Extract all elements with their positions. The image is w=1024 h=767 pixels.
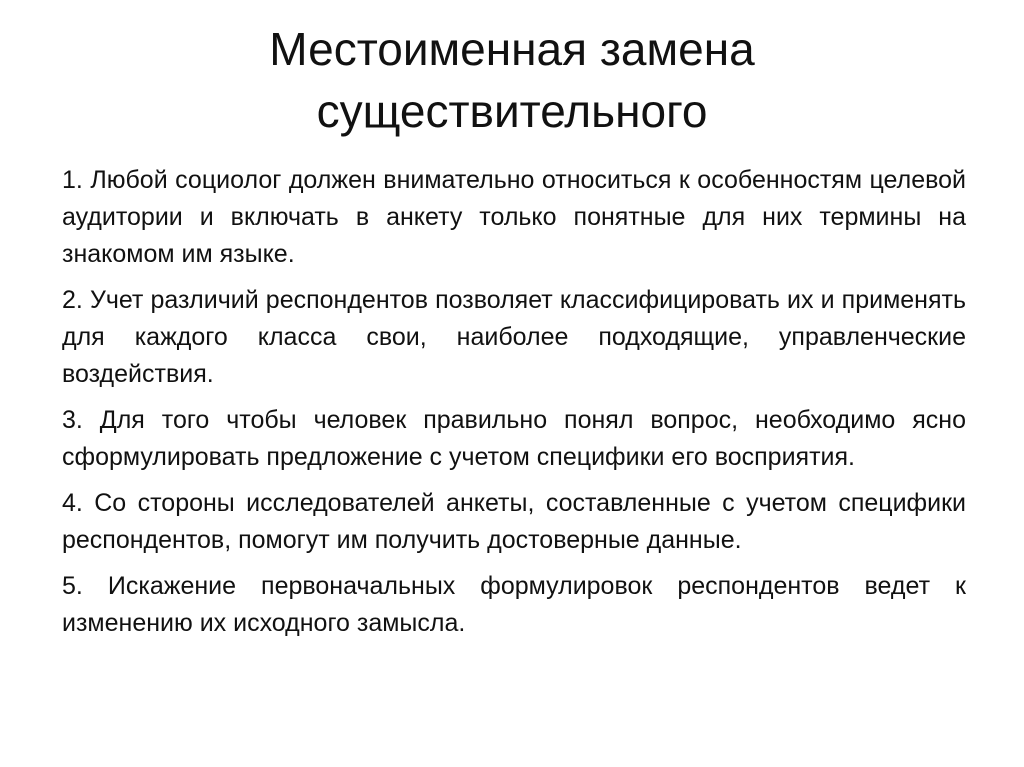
list-item-4: 4. Со стороны исследователей анкеты, составленные с учетом специфики респондентов, помогут им получить достоверные данные. <box>62 489 966 554</box>
list-item-5: 5. Искажение первоначальных формулировок респондентов ведет к изменению их исходного замысла. <box>62 572 966 637</box>
list-item-3: 3. Для того чтобы человек правильно понял вопрос, необходимо ясно сформулировать предложение с учетом специфики его восприятия. <box>62 406 966 471</box>
title-line-1: Местоименная замена <box>269 23 755 75</box>
title-line-2: существительного <box>316 85 708 137</box>
content-list <box>62 162 966 651</box>
list-item-1: 1. Любой социолог должен внимательно относиться к особенностям целевой аудитории и включать в анкету только понятные для них термины на знакомом им языке. <box>62 166 966 268</box>
slide-title <box>60 18 964 142</box>
list-item-2: 2. Учет различий респондентов позволяет классифицировать их и применять для каждого класса свои, наиболее подходящие, управленческие воздействия. <box>62 286 966 388</box>
